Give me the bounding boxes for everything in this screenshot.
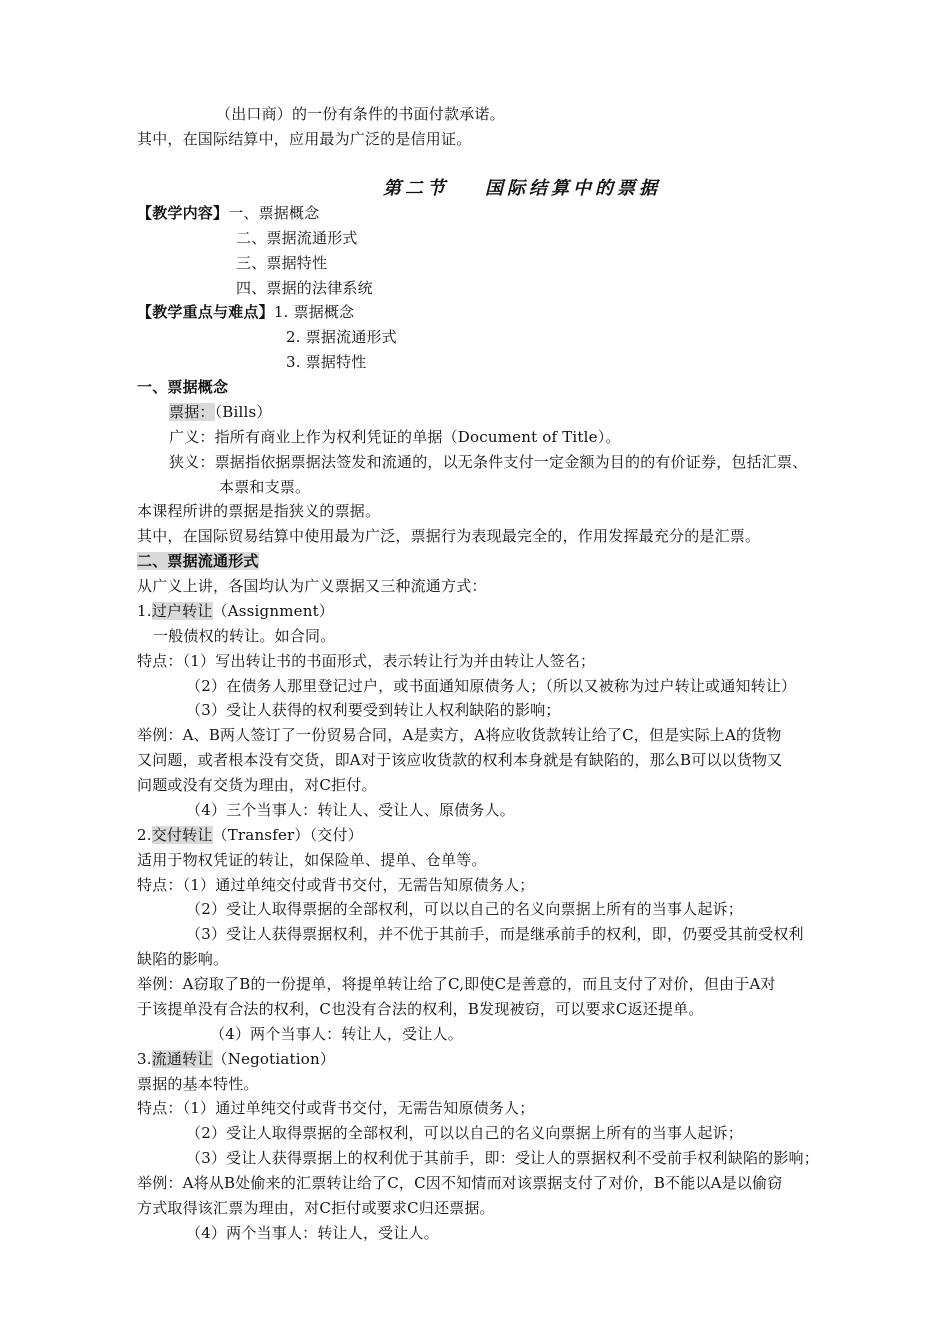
teaching-content-item-2: 二、票据流通形式 bbox=[236, 229, 358, 247]
teaching-content-row bbox=[137, 203, 319, 223]
part1-note-1: 本课程所讲的票据是指狭义的票据。 bbox=[137, 502, 381, 520]
part2-intro: 从广义上讲，各国均认为广义票据又三种流通方式： bbox=[137, 577, 487, 595]
teaching-key-item-3: 3. 票据特性 bbox=[286, 353, 367, 371]
negotiation-desc: 票据的基本特性。 bbox=[137, 1075, 259, 1093]
assign-feature-2: （2）在债务人那里登记过户，或书面通知原债务人；（所以又被称为过户转让或通知转让） bbox=[186, 677, 797, 695]
section-name: 国际结算中的票据 bbox=[485, 178, 661, 199]
negotiation-term: 流通转让 bbox=[151, 1050, 213, 1068]
assign-title bbox=[137, 601, 334, 621]
part1-note-2: 其中，在国际贸易结算中使用最为广泛，票据行为表现最完全的，作用发挥最充分的是汇票。 bbox=[137, 527, 761, 545]
part2-heading-text: 二、票据流通形式 bbox=[137, 552, 259, 570]
negotiation-feature-3: （3）受让人获得票据上的权利优于其前手，即：受让人的票据权利不受前手权利缺陷的影响； bbox=[186, 1149, 819, 1167]
part1-term-en: （Bills） bbox=[214, 403, 272, 421]
assign-feature-1: 特点：（1）写出转让书的书面形式，表示转让行为并由转让人签名； bbox=[137, 652, 596, 670]
intro-line-1: （出口商）的一份有条件的书面付款承诺。 bbox=[216, 105, 505, 123]
transfer-feature-4: （4）两个当事人：转让人，受让人。 bbox=[210, 1025, 463, 1043]
transfer-num: 2. bbox=[137, 826, 152, 844]
negotiation-feature-1: 特点：（1）通过单纯交付或背书交付，无需告知原债务人； bbox=[137, 1099, 535, 1117]
assign-example-3: 问题或没有交货为理由，对C拒付。 bbox=[137, 776, 377, 794]
part1-narrow-1: 狭义：票据指依据票据法签发和流通的，以无条件支付一定金额为目的的有价证券，包括汇票、 bbox=[169, 453, 808, 471]
negotiation-example-1: 举例：A将从B处偷来的汇票转让给了C，C因不知情而对该票据支付了对价，B不能以A是以偷窃 bbox=[137, 1174, 783, 1192]
teaching-content-label: 【教学内容】 bbox=[137, 204, 229, 222]
transfer-feature-2: （2）受让人取得票据的全部权利，可以以自己的名义向票据上所有的当事人起诉； bbox=[186, 900, 743, 918]
assign-desc: 一般债权的转让。如合同。 bbox=[153, 627, 336, 645]
section-title bbox=[383, 177, 661, 201]
transfer-example-2: 于该提单没有合法的权利，C也没有合法的权利，B发现被窃，可以要求C返还提单。 bbox=[137, 1000, 704, 1018]
teaching-key-item-1: 1. 票据概念 bbox=[273, 303, 355, 321]
transfer-feature-3a: （3）受让人获得票据权利，并不优于其前手，而是继承前手的权利，即，仍要受其前受权利 bbox=[186, 925, 804, 943]
teaching-key-row bbox=[137, 302, 354, 322]
transfer-feature-3b: 缺陷的影响。 bbox=[137, 950, 229, 968]
transfer-term: 交付转让 bbox=[151, 826, 213, 844]
transfer-desc: 适用于物权凭证的转让，如保险单、提单、仓单等。 bbox=[137, 851, 487, 869]
part2-heading bbox=[137, 551, 259, 571]
negotiation-en: （Negotiation） bbox=[212, 1050, 336, 1068]
negotiation-feature-2: （2）受让人取得票据的全部权利，可以以自己的名义向票据上所有的当事人起诉； bbox=[186, 1124, 743, 1142]
transfer-en: （Transfer）（交付） bbox=[212, 826, 363, 844]
part1-heading: 一、票据概念 bbox=[137, 378, 229, 396]
part1-term-row bbox=[169, 402, 272, 422]
negotiation-example-2: 方式取得该汇票为理由，对C拒付或要求C归还票据。 bbox=[137, 1199, 495, 1217]
assign-example-1: 举例：A、B两人签订了一份贸易合同，A是卖方，A将应收货款转让给了C，但是实际上A的货物 bbox=[137, 726, 782, 744]
assign-feature-3: （3）受让人获得的权利要受到转让人权利缺陷的影响； bbox=[186, 701, 561, 719]
assign-term: 过户转让 bbox=[151, 602, 213, 620]
transfer-title bbox=[137, 825, 363, 845]
assign-example-2: 又问题，或者根本没有交货，即A对于该应收货款的权利本身就是有缺陷的，那么B可以以货物又 bbox=[137, 751, 783, 769]
teaching-content-item-4: 四、票据的法律系统 bbox=[236, 279, 373, 297]
intro-line-2: 其中，在国际结算中，应用最为广泛的是信用证。 bbox=[137, 130, 472, 148]
negotiation-num: 3. bbox=[137, 1050, 152, 1068]
part1-broad: 广义：指所有商业上作为权利凭证的单据（Document of Title）。 bbox=[169, 428, 621, 446]
teaching-key-item-2: 2. 票据流通形式 bbox=[286, 328, 397, 346]
teaching-key-label: 【教学重点与难点】 bbox=[137, 303, 274, 321]
part1-narrow-2: 本票和支票。 bbox=[219, 478, 311, 496]
assign-en: （Assignment） bbox=[212, 602, 335, 620]
transfer-feature-1: 特点：（1）通过单纯交付或背书交付，无需告知原债务人； bbox=[137, 876, 535, 894]
transfer-example-1: 举例：A窃取了B的一份提单，将提单转让给了C,即使C是善意的，而且支付了对价，但由于A对 bbox=[137, 975, 776, 993]
negotiation-feature-4: （4）两个当事人：转让人，受让人。 bbox=[186, 1224, 439, 1242]
negotiation-title bbox=[137, 1049, 335, 1069]
teaching-content-item-3: 三、票据特性 bbox=[236, 254, 328, 272]
section-number: 第二节 bbox=[383, 178, 449, 199]
assign-num: 1. bbox=[137, 602, 152, 620]
part1-term: 票据： bbox=[169, 403, 215, 421]
teaching-content-item-1: 一、票据概念 bbox=[228, 204, 320, 222]
assign-feature-4: （4）三个当事人：转让人、受让人、原债务人。 bbox=[186, 801, 515, 819]
